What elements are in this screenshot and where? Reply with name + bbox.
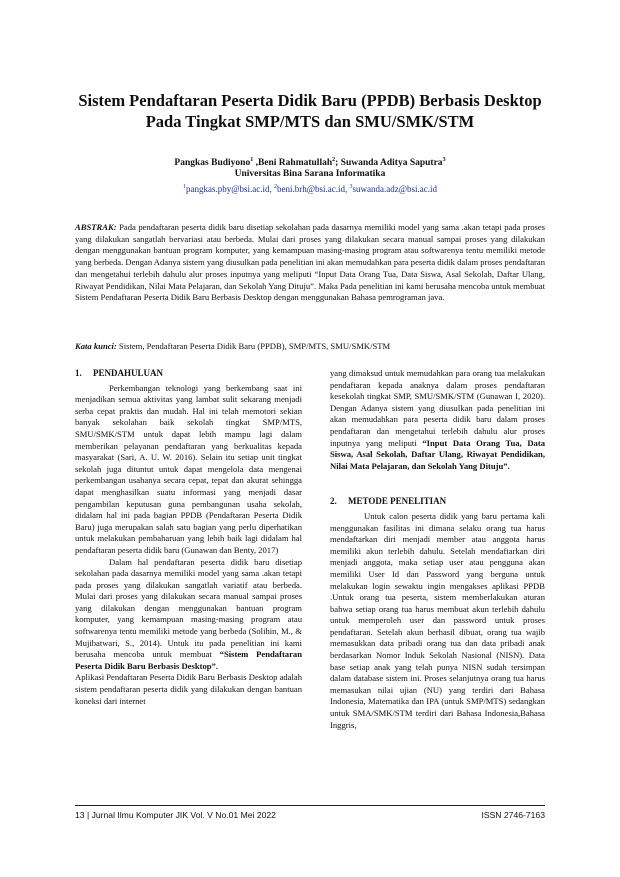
email-3[interactable]: suwanda.adz@bsi.ac.id [352, 184, 438, 194]
author-2: ,Beni Rahmatullah [253, 158, 333, 169]
keywords [75, 341, 545, 353]
section-2-heading [330, 496, 545, 508]
section-1-paragraph-3: Aplikasi Pendaftaran Peserta Didik Baru Berbasis Desktop adalah sistem pendaftaran peserta didik yang dilakukan dengan bantuan koneksi dari internet [75, 672, 302, 706]
title-line-2: Pada Tingkat SMP/MTS dan SMU/SMK/STM [145, 112, 475, 131]
section-1-paragraph-1: Perkembangan teknologi yang berkembang saat ini menjadikan semua aktivitas yang lambat sulit sekarang menjadi serba cepat praktis dan mudah. Hal ini telah memotori sekian banyak sekolahan baik sekolah tingkat SMP/MTS, SMU/SMK/STM untuk dapat lebih mampu lagi dalam memberikan pelayanan pendaftaran yang berkualitas kepada masyarakat (Sari, A. U. W. 2016). Selain itu setiap unit tingkat sekolah juga dituntut untuk dapat mengelola data mengenai perkembangan usahanya secara cepat, tepat dan akurat sehingga dapat menghasilkan suatu informasi yang menjadi dasar pengambilan keputusan guna pembangunan usaha sekolah, didalam hal ini pada bagian PPDB (Pendaftaran Peserta Didik Baru) juga merupakan salah satu bagian yang perlu diperhatikan untuk melakukan pembaharuan yang lebih baik lagi didalam hal pendaftaran peserta didik baru (Gunawan dan Benty, 2017) [75, 382, 302, 555]
abstract-label: ABSTRAK: [75, 222, 117, 232]
section-1-title: PENDAHULUAN [93, 368, 164, 378]
author-1-mark: 1 [250, 157, 254, 163]
keywords-text: Sistem, Pendaftaran Peserta Didik Baru (PPDB), SMP/MTS, SMU/SMK/STM [116, 341, 391, 351]
author-3: ; Suwanda Aditya Saputra [335, 158, 443, 169]
author-1: Pangkas Budiyono [174, 158, 251, 169]
right-column [330, 368, 545, 731]
author-3-mark: 3 [442, 157, 446, 163]
title-line-1: Sistem Pendaftaran Peserta Didik Baru (PPDB) Berbasis Desktop [78, 91, 542, 110]
footer-journal-info: 13 | Jurnal Ilmu Komputer JIK Vol. V No.01 Mei 2022 [75, 810, 276, 820]
email-2[interactable]: beni.brh@bsi.ac.id, [276, 184, 348, 194]
footer-divider [75, 805, 545, 806]
footer-issn: ISSN 2746-7163 [481, 810, 545, 820]
email-1-mark: 1 [182, 184, 186, 190]
email-list [40, 181, 580, 195]
section-2-number: 2. [330, 496, 337, 507]
section-1-paragraph-2 [75, 557, 302, 673]
left-column [75, 368, 302, 707]
email-2-mark: 2 [273, 184, 277, 190]
abstract-text: Pada pendaftaran peserta didik baru disetiap sekolahan pada dasarnya memiliki model yang sama .akan tetapi pada proses yang dilakukan sangatlah bervariasi atau berbeda. Mulai dari proses yang dilakukan secara manual sampai proses yang dilakukan dengan menggunakan bantuan program komputer, yang kemampuan masing-masing program atau softwarenya tentu memiliki metode yang berbeda. Dengan Adanya sistem yang diusulkan pada penelitian ini akan memudahkan para peserta didik dalam proses pendaftaran dan mengetahui terlebih dahulu alur proses inputnya yang meliputi “Input Data Orang Tua, Data Siswa, Asal Sekolah, Daftar Ulang, Riwayat Pendidikan, Nilai Mata Pelajaran, dan Sekolah Yang Dituju”. Maka Pada penelitian ini kami berusaha mencoba untuk membuat Sistem Pendaftaran Peserta Didik Baru Berbasis Desktop dengan menggunakan Bahasa pemrograman java. [75, 222, 545, 303]
section-1-paragraph-2-emphasis: “Sistem Pendaftaran Peserta Didik Baru Berbasis Desktop”. [75, 649, 302, 671]
keywords-label: Kata kunci: [75, 341, 117, 351]
section-1-paragraph-4 [330, 368, 545, 472]
email-3-mark: 3 [349, 184, 353, 190]
section-1-heading [75, 368, 302, 380]
section-2-title: METODE PENELITIAN [348, 496, 447, 507]
paper-title [40, 90, 580, 132]
section-1-paragraph-2-text: Dalam hal pendaftaran peserta didik baru disetiap sekolahan pada dasarnya memiliki model yang sama .akan tetapi pada proses yang dilakukan sangatlah variatif atau berbeda. Mulai dari proses yang dilakukan secara manual sampai proses yang dilakukan dengan menggunakan bantuan program komputer, yang kemampuan masing-masing program atau softwarenya tentu memiliki metode yang berbeda (Solihin, M., & Mujibatwari, S., 2014). Untuk itu pada penelitian ini kami berusaha mencoba untuk membuat [75, 556, 302, 660]
affiliation: Universitas Bina Sarana Informatika [234, 169, 386, 179]
section-spacer [330, 472, 545, 496]
section-1-number: 1. [75, 368, 82, 378]
abstract [75, 222, 545, 304]
section-2-paragraph-1: Untuk calon peserta didik yang baru pertama kali menggunakan fasilitas ini dimana selaku orang tua harus mendaftarkan diri menjadi member atau anggota harus memiliki akun terlebih dahulu. Setelah mendaftarkan diri menjadi anggota, maka setiap user atau pengguna akan memiliki User Id dan Password yang berguna untuk melakukan login sewaktu ingin mengakses aplikasi PPDB .Untuk orang tua peserta, sistem memberlakukan aturan bahwa setiap orang tua harus membuat akun terlebih dahulu untuk memperoleh user dan password untuk proses pendaftaran. Setelah akun berhasil dibuat, orang tua wajib memasukkan data pribadi orang tua dan data pribadi anak berdasarkan Nomor Induk Sekolah Nasional (NISN). Data base setiap anak yang telah punya NISN sudah tersimpan dalam database sistem ini. Proses selanjutnya orang tua harus memasukan nilai ujian (NU) yang terdiri dari Bahasa Indonesia, Matematika dan IPA (untuk SMP/MTS) sedangkan untuk SMA/SMK/STM terdiri dari Bahasa Indonesia,Bahasa Inggris, [330, 510, 545, 730]
section-1-paragraph-4-text: yang dimaksud untuk memudahkan para orang tua melakukan pendaftaran kepada anaknya dalam proses pendaftaran kesekolah tingkat SMP, SMU/SMK/STM (Gunawan I, 2020). Dengan Adanya sistem yang diusulkan pada penelitian ini akan memudahkan para peserta didik baru dalam proses pendaftaran dan mengetahui terlebih dahulu alur proses inputnya yang meliputi [330, 368, 545, 448]
author-2-mark: 2 [332, 157, 336, 163]
section-1-paragraph-4-emphasis: “Input Data Orang Tua, Data Siswa, Asal Sekolah, Daftar Ulang, Riwayat Pendidikan, Nilai Mata Pelajaran, dan Sekolah Yang Dituju”. [330, 437, 545, 471]
email-1[interactable]: pangkas.pby@bsi.ac.id, [185, 184, 272, 194]
